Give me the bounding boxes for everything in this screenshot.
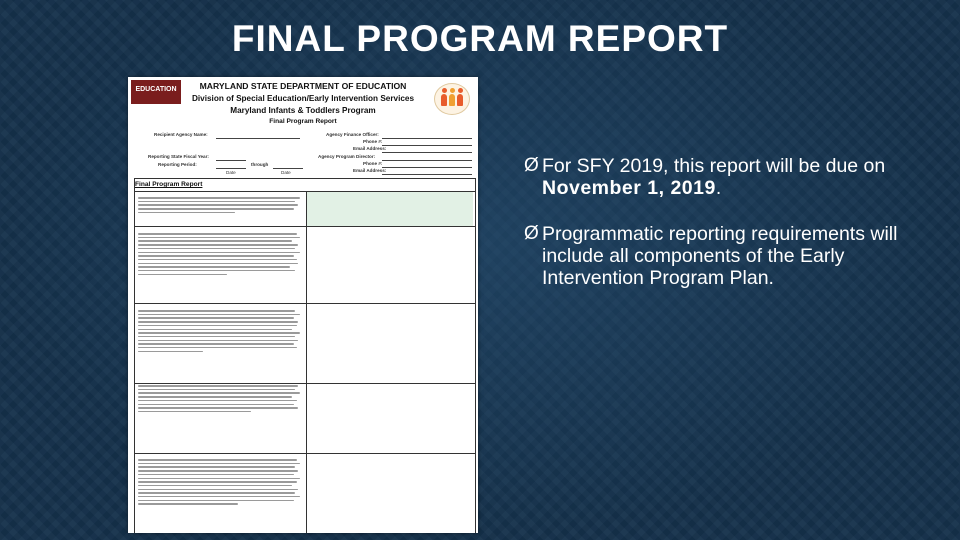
field-period-end-line: [273, 168, 303, 169]
field-program-director-line: [382, 160, 472, 161]
bullet-item-requirements: [524, 223, 924, 289]
report-table-row-divider: [135, 191, 475, 192]
report-document-image: [128, 77, 478, 533]
bullet-text-end: .: [715, 177, 722, 199]
slide-title: FINAL PROGRAM REPORT: [231, 18, 729, 59]
msde-logo-text: EDUCATION: [135, 86, 177, 93]
field-recipient-line: [216, 138, 300, 139]
field-email1-label: Email Address:: [353, 146, 387, 151]
field-finance-officer-label: Agency Finance Officer:: [326, 132, 379, 137]
field-period-start-line: [216, 168, 246, 169]
field-recipient-label: Recipient Agency Name:: [154, 132, 208, 137]
report-table-row-divider: [135, 453, 475, 454]
field-phone1-line: [382, 145, 472, 146]
report-paragraph: [138, 457, 300, 507]
report-paragraph: [138, 383, 300, 415]
field-date2-label: Date: [281, 170, 291, 175]
report-table-column-divider: [306, 191, 307, 533]
arrow-bullet-icon: Ø: [524, 223, 539, 244]
field-finance-officer-line: [382, 138, 472, 139]
doc-header-division: Division of Special Education/Early Intervention Services: [191, 94, 415, 103]
bullet-text: Programmatic reporting requirements will include all components of the Early Intervention Program Plan.: [542, 223, 898, 289]
arrow-bullet-icon: Ø: [524, 155, 539, 176]
report-table-row-divider: [135, 303, 475, 304]
bullet-item-due-date: [524, 155, 924, 199]
field-email2-label: Email Address:: [353, 168, 387, 173]
field-date-label: Date: [226, 170, 236, 175]
report-table-row-divider: [135, 226, 475, 227]
report-paragraph: [138, 231, 300, 277]
bullet-text: For SFY 2019, this report will be due on: [542, 155, 886, 177]
field-phone1-label: Phone #:: [363, 139, 383, 144]
field-email2-line: [382, 174, 472, 175]
bullet-due-date-bold: November 1, 2019: [542, 177, 716, 199]
report-paragraph: [138, 195, 300, 216]
field-email1-line: [382, 152, 472, 153]
infants-toddlers-logo: [434, 83, 470, 115]
field-fy-label: Reporting State Fiscal Year:: [148, 154, 209, 159]
doc-header-program: Maryland Infants & Toddlers Program: [230, 106, 376, 115]
msde-logo: [131, 80, 181, 104]
field-phone2-line: [382, 167, 472, 168]
report-section-title: Final Program Report: [135, 181, 203, 188]
field-phone2-label: Phone #:: [363, 161, 383, 166]
doc-header-report: Final Program Report: [269, 118, 337, 125]
report-table-highlight-cell: [307, 192, 473, 226]
field-through-label: through: [251, 162, 269, 167]
field-fy-line: [216, 160, 246, 161]
field-program-director-label: Agency Program Director:: [318, 154, 376, 159]
report-paragraph: [138, 308, 300, 354]
doc-header-agency: MARYLAND STATE DEPARTMENT OF EDUCATION: [199, 81, 407, 91]
bullet-list: [524, 155, 924, 313]
field-period-label: Reporting Period:: [158, 162, 197, 167]
